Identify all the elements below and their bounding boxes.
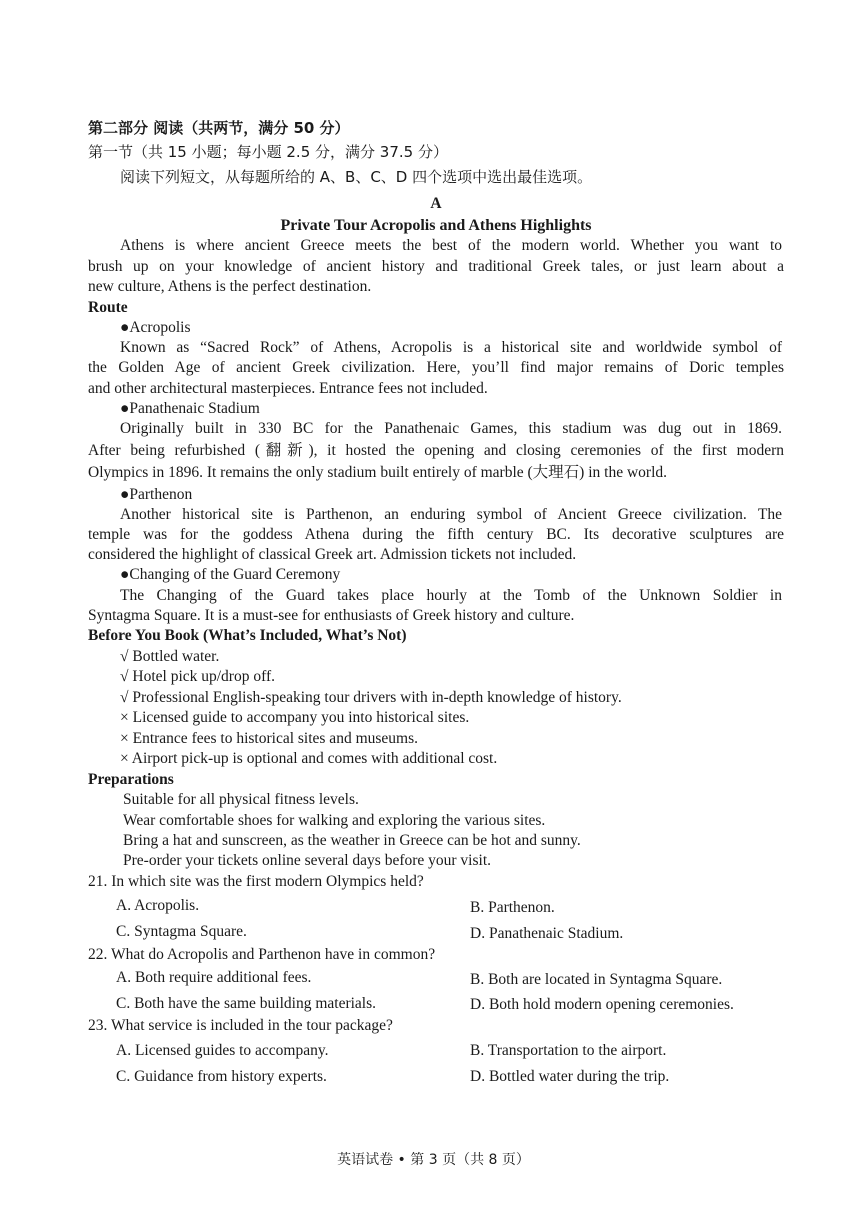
site-name: ●Changing of the Guard Ceremony	[120, 566, 341, 583]
passage-title: Private Tour Acropolis and Athens Highlights	[280, 217, 592, 234]
prep-item: Suitable for all physical fitness levels.	[123, 791, 359, 808]
site-line: Syntagma Square. It is a must-see for enthusiasts of Greek history and culture.	[88, 607, 575, 624]
prep-item: Wear comfortable shoes for walking and exploring the various sites.	[123, 812, 546, 829]
book-item: × Entrance fees to historical sites and museums.	[120, 730, 418, 747]
intro-line: new culture, Athens is the perfect destination.	[88, 278, 372, 295]
option-d: D. Both hold modern opening ceremonies.	[470, 996, 734, 1013]
option-b: B. Parthenon.	[470, 899, 555, 916]
route-heading: Route	[88, 299, 128, 316]
question-stem: 23. What service is included in the tour package?	[88, 1017, 393, 1034]
page-footer: 英语试卷 • 第 3 页（共 8 页）	[337, 1152, 530, 1168]
option-c: C. Guidance from history experts.	[116, 1068, 327, 1085]
site-line: Known as “Sacred Rock” of Athens, Acropolis is a historical site and worldwide symbol of	[120, 339, 782, 356]
book-item: × Airport pick-up is optional and comes with additional cost.	[120, 750, 498, 767]
site-line: the Golden Age of ancient Greek civilization. Here, you’ll find major remains of Doric temples	[88, 359, 784, 376]
site-line: and other architectural masterpieces. Entrance fees not included.	[88, 380, 488, 397]
prep-item: Pre-order your tickets online several days before your visit.	[123, 852, 492, 869]
intro-line: brush up on your knowledge of ancient history and traditional Greek tales, or just learn about a	[88, 258, 784, 275]
question-stem: 22. What do Acropolis and Parthenon have in common?	[88, 946, 436, 963]
option-a: A. Licensed guides to accompany.	[116, 1042, 329, 1059]
option-d: D. Panathenaic Stadium.	[470, 925, 624, 942]
site-line: Originally built in 330 BC for the Panathenaic Games, this stadium was dug out in 1869.	[120, 420, 782, 437]
option-a: A. Acropolis.	[116, 897, 200, 914]
prep-item: Bring a hat and sunscreen, as the weather in Greece can be hot and sunny.	[123, 832, 581, 849]
instruction-text: 阅读下列短文，从每题所给的 A、B、C、D 四个选项中选出最佳选项。	[120, 168, 593, 186]
site-line: Another historical site is Parthenon, an enduring symbol of Ancient Greece civilization. The	[120, 506, 782, 523]
option-a: A. Both require additional fees.	[116, 969, 312, 986]
book-item: √ Bottled water.	[120, 648, 220, 665]
site-name: ●Acropolis	[120, 319, 191, 336]
site-line: temple was for the goddess Athena during the fifth century BC. Its decorative sculptures are	[88, 526, 784, 543]
site-line: After being refurbished (翻新), it hosted the opening and closing ceremonies of the first modern	[88, 442, 784, 459]
option-c: C. Syntagma Square.	[116, 923, 247, 940]
intro-line: Athens is where ancient Greece meets the best of the modern world. Whether you want to	[120, 237, 782, 254]
prep-heading: Preparations	[88, 771, 174, 788]
part-heading: 第二部分 阅读（共两节，满分 50 分）	[88, 119, 350, 137]
passage-letter: A	[430, 195, 442, 212]
option-b: B. Transportation to the airport.	[470, 1042, 667, 1059]
site-line: considered the highlight of classical Greek art. Admission tickets not included.	[88, 546, 577, 563]
option-b: B. Both are located in Syntagma Square.	[470, 971, 723, 988]
section-heading: 第一节（共 15 小题；每小题 2.5 分，满分 37.5 分）	[88, 143, 448, 161]
book-heading: Before You Book (What’s Included, What’s Not)	[88, 627, 407, 644]
site-line: The Changing of the Guard takes place hourly at the Tomb of the Unknown Soldier in	[120, 587, 782, 604]
option-c: C. Both have the same building materials.	[116, 995, 377, 1012]
site-name: ●Panathenaic Stadium	[120, 400, 260, 417]
book-item: √ Hotel pick up/drop off.	[120, 668, 276, 685]
book-item: √ Professional English-speaking tour drivers with in-depth knowledge of history.	[120, 689, 622, 706]
site-line: Olympics in 1896. It remains the only stadium built entirely of marble (大理石) in the world.	[88, 464, 667, 481]
book-item: × Licensed guide to accompany you into historical sites.	[120, 709, 470, 726]
option-d: D. Bottled water during the trip.	[470, 1068, 670, 1085]
question-stem: 21. In which site was the first modern Olympics held?	[88, 873, 424, 890]
site-name: ●Parthenon	[120, 486, 193, 503]
